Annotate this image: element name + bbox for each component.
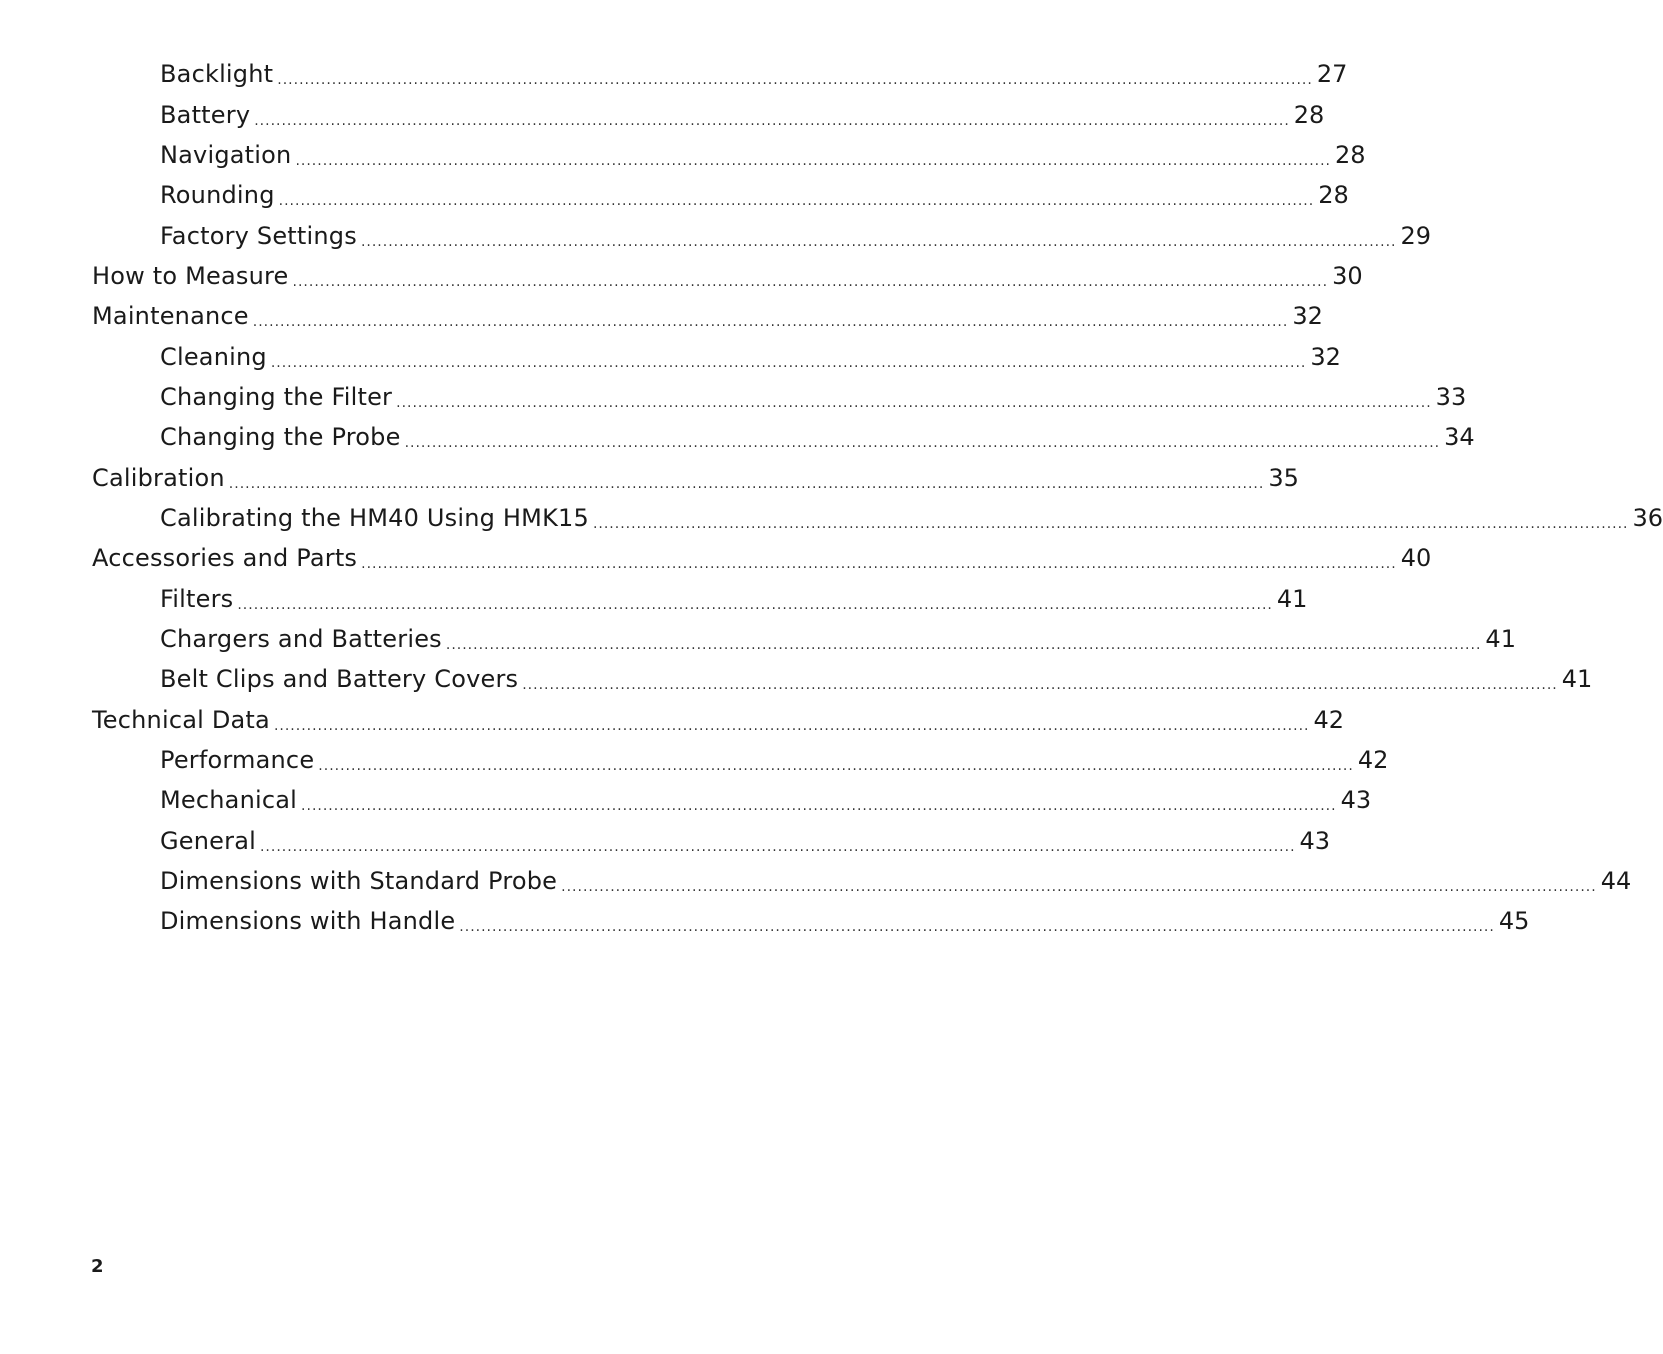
toc-entry-title: Factory Settings xyxy=(160,221,357,250)
toc-entry[interactable] xyxy=(0,54,1348,94)
toc-entry[interactable] xyxy=(0,780,1372,820)
toc-entry-page: 36 xyxy=(1632,503,1663,532)
toc-entry-title: Mechanical xyxy=(160,786,298,815)
toc-entry[interactable] xyxy=(0,740,1389,780)
toc-entry-title: Cleaning xyxy=(160,342,267,371)
toc-entry[interactable] xyxy=(0,821,1331,861)
toc-entry[interactable] xyxy=(0,619,1516,659)
toc-entry-title: Changing the Probe xyxy=(160,423,401,452)
toc-entry[interactable] xyxy=(0,901,1530,941)
toc-entry-title: How to Measure xyxy=(92,261,289,290)
toc-entry-title: Chargers and Batteries xyxy=(160,624,442,653)
toc-entry[interactable] xyxy=(0,417,1475,457)
toc-entry-title: Performance xyxy=(160,746,315,775)
toc-entry[interactable] xyxy=(0,94,1325,134)
toc-entry-title: Technical Data xyxy=(92,705,270,734)
toc-entry-page: 42 xyxy=(1313,705,1345,734)
toc-entry-page: 27 xyxy=(1316,60,1348,89)
toc-entry[interactable] xyxy=(0,700,1345,740)
toc-entry-page: 40 xyxy=(1400,544,1432,573)
toc-entry-title: Backlight xyxy=(160,60,274,89)
toc-entry-page: 41 xyxy=(1276,584,1308,613)
toc-entry[interactable] xyxy=(0,215,1432,255)
page-number: 2 xyxy=(91,1256,104,1277)
toc-entry[interactable] xyxy=(0,175,1349,215)
toc-entry-title: Maintenance xyxy=(92,302,249,331)
toc-entry-title: Calibrating the HM40 Using HMK15 xyxy=(160,503,589,532)
toc-entry[interactable] xyxy=(0,377,1467,417)
dot-leader xyxy=(459,907,1495,947)
toc-entry-title: Calibration xyxy=(92,463,225,492)
toc-entry-page: 28 xyxy=(1293,100,1325,129)
toc-entry[interactable] xyxy=(0,336,1341,376)
toc-entry[interactable] xyxy=(0,457,1299,497)
toc-entry-title: General xyxy=(160,826,256,855)
toc-entry-page: 32 xyxy=(1310,342,1341,371)
toc-entry-title: Battery xyxy=(160,100,251,129)
toc-entry[interactable] xyxy=(0,256,1363,296)
toc-entry-page: 33 xyxy=(1435,382,1467,411)
toc-entry[interactable] xyxy=(0,135,1366,175)
toc-entry-title: Navigation xyxy=(160,140,292,169)
toc-entry-title: Dimensions with Handle xyxy=(160,907,456,936)
table-of-contents xyxy=(0,54,1663,942)
toc-entry-title: Belt Clips and Battery Covers xyxy=(160,665,519,694)
toc-entry-page: 28 xyxy=(1318,181,1349,210)
toc-entry-page: 44 xyxy=(1600,867,1632,896)
toc-entry-page: 41 xyxy=(1485,624,1516,653)
toc-entry-title: Filters xyxy=(160,584,234,613)
toc-entry-page: 35 xyxy=(1268,463,1299,492)
toc-entry[interactable] xyxy=(0,296,1323,336)
toc-entry-title: Dimensions with Standard Probe xyxy=(160,867,558,896)
toc-entry[interactable] xyxy=(0,538,1432,578)
toc-entry-page: 45 xyxy=(1498,907,1530,936)
toc-entry-page: 32 xyxy=(1292,302,1323,331)
toc-entry-title: Accessories and Parts xyxy=(92,544,358,573)
toc-entry-page: 34 xyxy=(1444,423,1475,452)
toc-entry-page: 30 xyxy=(1332,261,1363,290)
toc-entry-page: 41 xyxy=(1561,665,1593,694)
toc-entry[interactable] xyxy=(0,498,1663,538)
toc-entry-title: Rounding xyxy=(160,181,275,210)
toc-entry[interactable] xyxy=(0,578,1308,618)
toc-entry-page: 42 xyxy=(1357,746,1389,775)
toc-entry-page: 43 xyxy=(1340,786,1372,815)
toc-entry[interactable] xyxy=(0,659,1593,699)
toc-entry[interactable] xyxy=(0,861,1632,901)
toc-entry-page: 28 xyxy=(1335,140,1366,169)
toc-entry-page: 29 xyxy=(1400,221,1432,250)
toc-entry-page: 43 xyxy=(1299,826,1331,855)
toc-entry-title: Changing the Filter xyxy=(160,382,393,411)
